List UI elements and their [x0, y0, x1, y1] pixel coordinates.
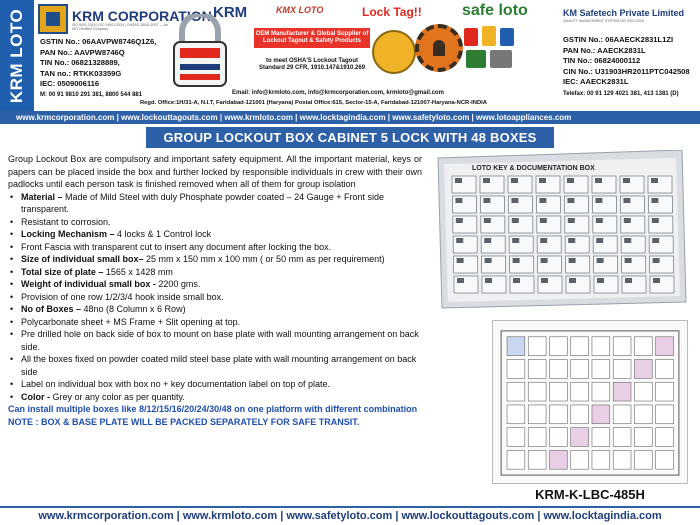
spec-item	[8, 278, 422, 291]
box-number-label	[568, 238, 575, 243]
drawing-box	[528, 360, 546, 379]
spec-text: Provision of one row 1/2/3/4 hook inside small box.	[21, 291, 224, 302]
box-number-label	[540, 238, 547, 243]
drawing-box	[550, 360, 568, 379]
drawing-box	[613, 405, 631, 424]
box-number-label	[484, 218, 491, 223]
box-number-label	[596, 218, 603, 223]
box-number-label	[595, 178, 602, 183]
right-registration-ids	[563, 35, 690, 88]
spec-text: 1565 x 1428 mm	[103, 266, 173, 277]
letterhead-header	[0, 0, 700, 111]
safety-products-icon	[462, 22, 516, 72]
spec-label: Color -	[21, 391, 50, 402]
drawing-box	[656, 360, 674, 379]
box-number-label	[541, 278, 548, 283]
osha-standard-text: to meet OSHA'S Lockout Tagout Standard 29 CFR, 1910.147&1910.269	[258, 58, 366, 71]
drawing-box	[550, 428, 568, 447]
spec-item	[8, 316, 422, 329]
drawing-box	[634, 405, 652, 424]
krm-brand-logo: KRM	[213, 4, 248, 21]
box-number-label	[597, 278, 604, 283]
kmx-brand-logo: KMX LOTO	[276, 5, 324, 15]
spec-item	[8, 291, 422, 304]
left-id-line: IEC: 0509006116	[40, 79, 100, 88]
left-id-line: TAN no.: RTKK03359G	[40, 68, 122, 78]
drawing-box	[528, 450, 546, 469]
left-id-line: PAN No.: AAVPW8746Q	[40, 47, 125, 57]
spec-text: All the boxes fixed on powder coated mild steel base plate with wall mounting arrangement on back side	[21, 354, 417, 377]
drawing-box	[592, 405, 610, 424]
drawing-box	[571, 428, 589, 447]
spec-item	[8, 353, 422, 378]
drawing-box	[507, 382, 525, 401]
box-number-label	[567, 178, 574, 183]
spec-text: Made of Mild Steel with duly Phosphate powder coated – 24 Gauge + Front side transparent.	[21, 191, 384, 214]
drawing-box	[550, 405, 568, 424]
spec-item	[8, 228, 422, 241]
right-id-line: GSTIN No.: 06AAECK2831L1ZI	[563, 35, 674, 44]
gear-lock-icon	[415, 24, 463, 72]
box-number-label	[456, 238, 463, 243]
drawing-box	[571, 405, 589, 424]
safeloto-brand-logo: safe loto	[462, 2, 528, 19]
spec-text: 25 mm x 150 mm x 100 mm ( or 50 mm as per requirement)	[143, 254, 385, 264]
drawing-box	[634, 450, 652, 469]
spec-label: Total size of plate –	[21, 266, 104, 277]
box-number-label	[511, 178, 518, 183]
box-number-label	[596, 238, 603, 243]
box-number-label	[457, 278, 464, 283]
box-number-label	[625, 278, 632, 283]
box-number-label	[624, 218, 631, 223]
drawing-box	[571, 360, 589, 379]
technical-drawing	[492, 320, 688, 484]
side-brand-strip	[0, 0, 34, 111]
side-brand-text: KRM LOTO	[7, 8, 26, 103]
box-number-label	[456, 218, 463, 223]
box-number-label	[512, 218, 519, 223]
box-number-label	[595, 198, 602, 203]
box-number-label	[625, 258, 632, 263]
drawing-box	[613, 382, 631, 401]
left-registration-ids	[40, 37, 156, 90]
drawing-box	[656, 450, 674, 469]
spec-item	[8, 253, 422, 266]
drawing-box	[634, 337, 652, 356]
drawing-box	[613, 428, 631, 447]
drawing-box	[613, 360, 631, 379]
drawing-box	[656, 337, 674, 356]
spec-label: Locking Mechanism –	[21, 229, 115, 239]
spec-text: Grey or any color as per quantity.	[50, 391, 185, 402]
office-address: Regd. Office:1H/31-A, N.I.T, Faridabad-121001 (Haryana) Postal Office:615, Sector-15-A, Faridabad-121007-Haryana-NCR-INDIA	[140, 100, 487, 106]
box-number-label	[512, 238, 519, 243]
box-number-label	[623, 198, 630, 203]
spec-text: Pre drilled hole on back side of box to mount on base plate with wall mounting arrangement on back side.	[21, 329, 419, 352]
right-id-line: PAN No.: AAECK2831L	[563, 45, 646, 55]
drawing-box	[634, 360, 652, 379]
drawing-box	[550, 382, 568, 401]
box-number-label	[483, 198, 490, 203]
drawing-box	[571, 382, 589, 401]
drawing-box	[571, 450, 589, 469]
drawing-box	[507, 337, 525, 356]
spec-item	[8, 191, 422, 216]
spec-label: Size of individual small box–	[21, 254, 144, 264]
spec-text: 48no (8 Column x 6 Row)	[81, 304, 186, 314]
spec-item	[8, 303, 422, 316]
box-number-label	[511, 198, 518, 203]
multiple-install-note: Can install multiple boxes like 8/12/15/16/20/24/30/48 on one platform with different combination	[8, 404, 418, 414]
cabinet-photo	[432, 150, 690, 310]
spec-item	[8, 266, 422, 279]
drawing-box	[528, 428, 546, 447]
krm-logo-icon	[38, 4, 68, 34]
box-number-label	[513, 278, 520, 283]
drawing-box	[613, 337, 631, 356]
box-number-label	[483, 178, 490, 183]
page-title: GROUP LOCKOUT BOX CABINET 5 LOCK WITH 48 BOXES	[146, 127, 554, 148]
drawing-box	[592, 382, 610, 401]
spec-item	[8, 328, 422, 353]
box-number-label	[540, 218, 547, 223]
box-number-label	[539, 198, 546, 203]
box-number-label	[485, 258, 492, 263]
spec-label: No of Boxes –	[21, 304, 82, 314]
box-number-label	[623, 178, 630, 183]
drawing-box	[507, 450, 525, 469]
company-name: KRM CORPORATION	[72, 8, 212, 24]
drawing-box	[592, 450, 610, 469]
cabinet-label: LOTO KEY & DOCUMENTATION BOX	[472, 165, 595, 172]
locktag-emblem-icon	[372, 30, 416, 74]
website-url-bar: www.krmcorporation.com | www.lockouttagouts.com | www.krmloto.com | www.locktagindia.com | www.safetyloto.com | www.lotoappliances.com	[0, 111, 700, 124]
drawing-box	[656, 405, 674, 424]
drawing-box	[656, 382, 674, 401]
drawing-box	[528, 405, 546, 424]
spec-item	[8, 391, 422, 404]
box-number-label	[569, 258, 576, 263]
spec-label: Weight of individual small box -	[21, 279, 156, 289]
spec-item	[8, 241, 422, 254]
right-id-line: CIN No.: U31903HR2011PTC042508	[563, 66, 690, 76]
drawing-box	[592, 337, 610, 356]
box-number-label	[624, 238, 631, 243]
box-number-label	[567, 198, 574, 203]
box-number-label	[651, 178, 658, 183]
spec-list	[8, 191, 422, 404]
box-number-label	[484, 238, 491, 243]
safetech-company-name: KM Safetech Private Limited	[563, 8, 685, 18]
padlock-icon	[160, 14, 240, 92]
drawing-box	[528, 382, 546, 401]
right-telefax: Telefax: 00 91 129 4021 381, 413 1381 (D)	[563, 91, 679, 97]
box-number-label	[652, 218, 659, 223]
box-number-label	[455, 178, 462, 183]
company-tagline: ISO 9001:2015 | ISO 14001:2015 | OHSAS 18001:2007 — An ISO Certified Company	[72, 23, 168, 31]
email-contact: Email: info@krmloto.com, info@krmcorporation.com, krmloto@gmail.com	[232, 90, 444, 96]
right-id-line: TIN No.: 06824000112	[563, 56, 641, 65]
left-id-line: GSTIN No.: 06AAVPW8746Q1Z6,	[40, 37, 157, 46]
spec-item	[8, 216, 422, 229]
box-number-label	[568, 218, 575, 223]
box-number-label	[569, 278, 576, 283]
safetech-certification: QUALITY MANAGEMENT SYSTEM ISO 9001:2015	[563, 19, 644, 23]
box-number-label	[513, 258, 520, 263]
drawing-box	[507, 360, 525, 379]
right-id-line: IEC: AAECK2831L	[563, 77, 629, 86]
box-number-label	[485, 278, 492, 283]
drawing-box	[528, 337, 546, 356]
spec-text: Label on individual box with box no + key documentation label on top of plate.	[21, 379, 330, 389]
spec-text: Front Fascia with transparent cut to insert any document after locking the box.	[21, 241, 332, 252]
spec-label: Material –	[21, 191, 63, 202]
drawing-box	[571, 337, 589, 356]
drawing-box	[507, 405, 525, 424]
drawing-box	[507, 428, 525, 447]
oem-banner: OEM Manufacturer & Global Supplier of Lockout Tagout & Safety Products	[254, 28, 370, 48]
box-number-label	[653, 278, 660, 283]
locktag-brand-logo: Lock Tag!!	[362, 5, 422, 19]
drawing-box	[634, 428, 652, 447]
drawing-box	[592, 428, 610, 447]
drawing-box	[634, 382, 652, 401]
product-description	[8, 153, 422, 428]
box-number-label	[652, 238, 659, 243]
spec-text: 4 locks & 1 Control lock	[114, 229, 212, 239]
drawing-box	[592, 360, 610, 379]
box-number-label	[455, 198, 462, 203]
intro-paragraph: Group Lockout Box are compulsory and important safety equipment. All the important material, keys or papers can be placed inside the box and further locked by responsible individuals in crew with their own padlocks until each person task is finished removed when all of them for group isolation	[8, 154, 422, 189]
drawing-box-grid	[507, 337, 673, 469]
box-number-label	[457, 258, 464, 263]
box-number-label	[541, 258, 548, 263]
drawing-box	[550, 337, 568, 356]
drawing-box	[613, 450, 631, 469]
footer-websites: www.krmcorporation.com | www.krmloto.com | www.safetyloto.com | www.lockouttagouts.com | www.locktagindia.com	[0, 506, 700, 525]
drawing-box	[656, 428, 674, 447]
box-number-label	[651, 198, 658, 203]
spec-item	[8, 378, 422, 391]
drawing-box	[550, 450, 568, 469]
box-number-label	[653, 258, 660, 263]
left-phone: M: 00 91 9810 291 381, 8800 544 881	[40, 92, 143, 98]
product-code: KRM-K-LBC-485H	[535, 487, 645, 502]
left-id-line: TIN No.: 06821328889,	[40, 58, 120, 67]
spec-text: Resistant to corrosion.	[21, 216, 111, 227]
box-number-label	[597, 258, 604, 263]
spec-text: 2200 gms.	[155, 279, 201, 289]
packing-note: NOTE : BOX & BASE PLATE WILL BE PACKED SEPARATELY FOR SAFE TRANSIT.	[8, 416, 360, 427]
spec-text: Polycarbonate sheet + MS Frame + Slit opening at top.	[21, 316, 241, 327]
box-number-label	[539, 178, 546, 183]
